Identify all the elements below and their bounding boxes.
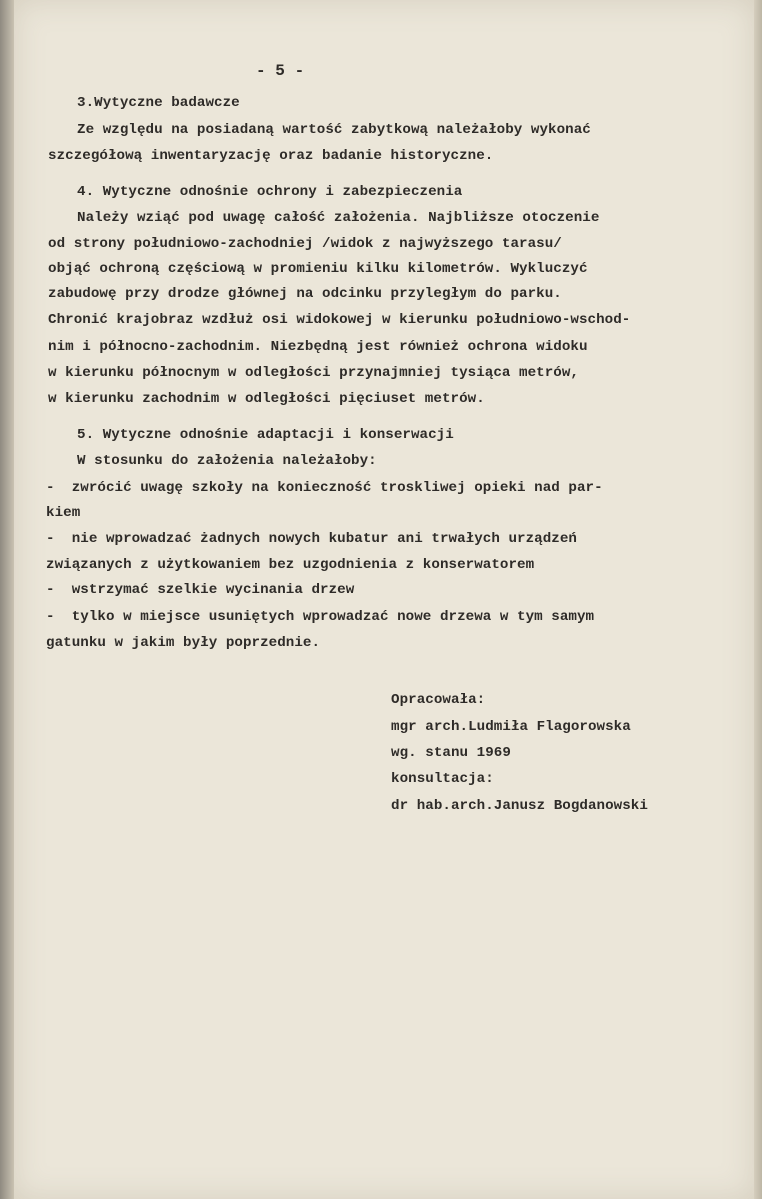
section-4-line-4: zabudowę przy drodze głównej na odcinku przyległym do parku. [48,286,562,302]
section-5-line-8: gatunku w jakim były poprzednie. [46,635,321,651]
section-5-line-1: W stosunku do założenia należałoby: [77,453,377,469]
section-5-line-5: związanych z użytkowaniem bez uzgodnienia z konserwatorem [46,557,535,573]
page-number: - 5 - [256,62,305,80]
section-5-heading: 5. Wytyczne odnośnie adaptacji i konserwacji [77,427,454,443]
section-3-heading: 3.Wytyczne badawcze [77,95,240,111]
signature-line-3: wg. stanu 1969 [391,745,511,761]
section-5-line-3: kiem [46,505,81,521]
section-4-line-2: od strony południowo-zachodniej /widok z najwyższego tarasu/ [48,236,562,252]
section-4-heading: 4. Wytyczne odnośnie ochrony i zabezpieczenia [77,184,463,200]
signature-line-1: Opracowała: [391,692,486,708]
section-5-line-2: - zwrócić uwagę szkoły na konieczność troskliwej opieki nad par- [46,480,603,496]
section-3-line-1: Ze względu na posiadaną wartość zabytkową należałoby wykonać [77,122,591,138]
document-page [14,0,754,1199]
signature-line-5: dr hab.arch.Janusz Bogdanowski [391,798,648,814]
section-5-line-7: - tylko w miejsce usuniętych wprowadzać nowe drzewa w tym samym [46,609,595,625]
signature-line-4: konsultacja: [391,771,494,787]
section-4-line-6: nim i północno-zachodnim. Niezbędną jest również ochrona widoku [48,339,588,355]
section-4-line-7: w kierunku północnym w odległości przynajmniej tysiąca metrów, [48,365,579,381]
page-right-edge [754,0,762,1199]
section-4-line-1: Należy wziąć pod uwagę całość założenia. Najbliższe otoczenie [77,210,600,226]
page-left-edge [0,0,14,1199]
section-4-line-3: objąć ochroną częściową w promieniu kilku kilometrów. Wykluczyć [48,261,588,277]
section-4-line-8: w kierunku zachodnim w odległości pięciuset metrów. [48,391,485,407]
section-3-line-2: szczegółową inwentaryzację oraz badanie historyczne. [48,148,494,164]
section-4-line-5: Chronić krajobraz wzdłuż osi widokowej w kierunku południowo-wschod- [48,312,631,328]
section-5-line-4: - nie wprowadzać żadnych nowych kubatur ani trwałych urządzeń [46,531,577,547]
signature-line-2: mgr arch.Ludmiła Flagorowska [391,719,631,735]
section-5-line-6: - wstrzymać szelkie wycinania drzew [46,582,355,598]
